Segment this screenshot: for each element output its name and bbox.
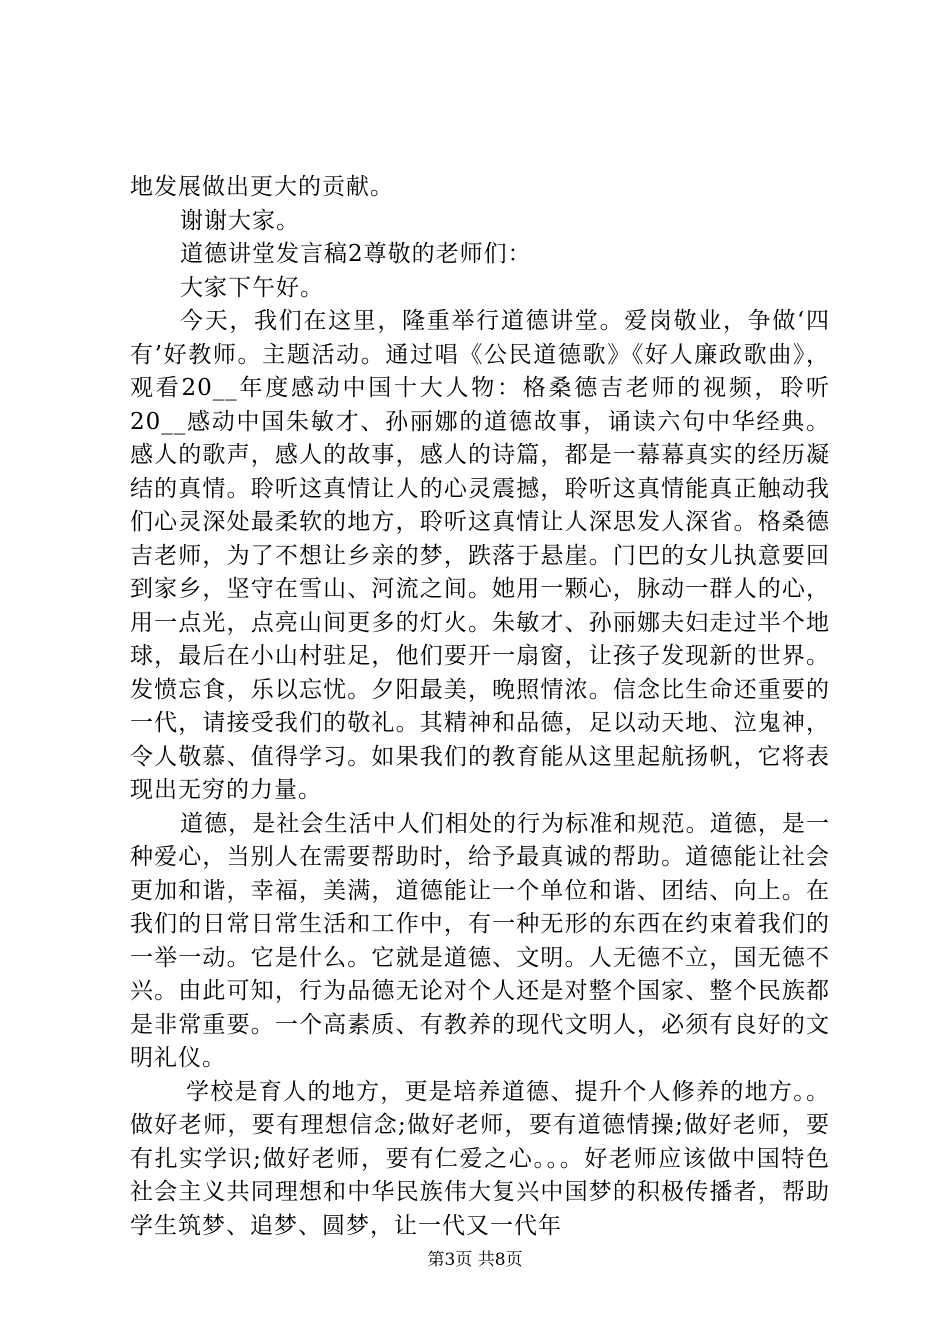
document-body	[130, 171, 830, 1243]
paragraph-body-1: 今天，我们在这里，隆重举行道德讲堂。爱岗敬业，争做‘四有’好教师。主题活动。通过唱《公民道德歌》《好人廉政歌曲》，观看20__年度感动中国十大人物：格桑德吉老师的视频，聆听20__感动中国朱敏才、孙丽娜的道德故事，诵读六句中华经典。感人的歌声，感人的故事，感人的诗篇，都是一幕幕真实的经历凝结的真情。聆听这真情让人的心灵震撼，聆听这真情能真正触动我们心灵深处最柔软的地方，聆听这真情让人深思发人深省。格桑德吉老师，为了不想让乡亲的梦，跌落于悬崖。门巴的女儿执意要回到家乡，坚守在雪山、河流之间。她用一颗心，脉动一群人的心，用一点光，点亮山间更多的灯火。朱敏才、孙丽娜夫妇走过半个地球，最后在小山村驻足，他们要开一扇窗，让孩子发现新的世界。发愤忘食，乐以忘忧。夕阳最美，晚照情浓。信念比生命还重要的一代，请接受我们的敬礼。其精神和品德，足以动天地、泣鬼神，令人敬慕、值得学习。如果我们的教育能从这里起航扬帆，它将表现出无穷的力量。	[130, 308, 830, 803]
paragraph-body-2: 道德，是社会生活中人们相处的行为标准和规范。道德，是一种爱心，当别人在需要帮助时，给予最真诚的帮助。道德能让社会更加和谐，幸福，美满，道德能让一个单位和谐、团结、向上。在我们的日常日常生活和工作中，有一种无形的东西在约束着我们的一举一动。它是什么。它就是道德、文明。人无德不立，国无德不兴。由此可知，行为品德无论对个人还是对整个国家、整个民族都是非常重要。一个高素质、有教养的现代文明人，必须有良好的文明礼仪。	[130, 810, 830, 1071]
paragraph-thanks: 谢谢大家。	[180, 207, 300, 234]
paragraph-continuation: 地发展做出更大的贡献。	[130, 174, 394, 200]
page-number-footer: 第3页 共8页	[427, 1250, 523, 1270]
paragraph-body-3: 学校是育人的地方，更是培养道德、提升个人修养的地方。。做好老师，要有理想信念;做好老师，要有道德情操;做好老师，要有扎实学识;做好老师，要有仁爱之心。。。好老师应该做中国特色社会主义共同理想和中华民族伟大复兴中国梦的积极传播者，帮助学生筑梦、追梦、圆梦，让一代又一代年	[130, 1078, 830, 1239]
paragraph-speech-title: 道德讲堂发言稿2尊敬的老师们：	[180, 241, 532, 267]
paragraph-greeting: 大家下午好。	[180, 274, 324, 301]
